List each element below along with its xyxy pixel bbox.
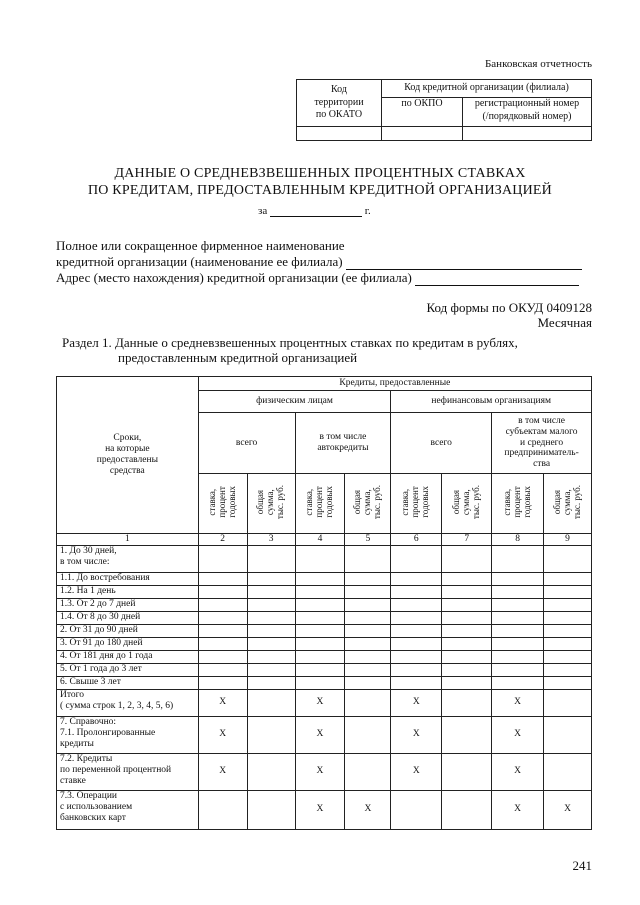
column-number: 9 <box>544 534 592 546</box>
table-cell[interactable] <box>247 572 295 585</box>
codes-table <box>296 79 592 141</box>
column-number: 8 <box>492 534 544 546</box>
table-cell[interactable] <box>544 585 592 598</box>
table-cell[interactable] <box>345 676 391 689</box>
table-cell[interactable] <box>391 650 442 663</box>
individuals-header: физическим лицам <box>198 391 391 413</box>
period-suffix: г. <box>364 205 371 217</box>
table-cell[interactable] <box>544 650 592 663</box>
table-cell[interactable] <box>492 637 544 650</box>
column-number: 2 <box>198 534 247 546</box>
row-label: 5. От 1 года до 3 лет <box>57 663 199 676</box>
period-prefix: за <box>258 205 268 217</box>
nonfinancial-header: нефинансовым организациям <box>391 391 592 413</box>
table-cell[interactable]: X <box>391 689 442 716</box>
table-cell[interactable]: X <box>345 790 391 829</box>
table-cell[interactable] <box>345 624 391 637</box>
table-cell[interactable] <box>247 689 295 716</box>
row-label: 1.1. До востребования <box>57 572 199 585</box>
table-cell[interactable] <box>391 637 442 650</box>
table-cell[interactable] <box>295 545 345 572</box>
row-label: 7.3. Операции с использованием банковских карт <box>57 790 199 829</box>
table-cell[interactable] <box>492 676 544 689</box>
org-code-header: Код кредитной организации (филиала) <box>382 80 592 98</box>
table-cell[interactable] <box>442 689 492 716</box>
form-title-line1: ДАННЫЕ О СРЕДНЕВЗВЕШЕННЫХ ПРОЦЕНТНЫХ СТАВКАХ <box>114 166 526 181</box>
okpo-header: по ОКПО <box>382 98 463 127</box>
table-cell[interactable] <box>345 689 391 716</box>
table-row <box>57 598 592 611</box>
section-title-line1: Раздел 1. Данные о средневзвешенных процентных ставках по кредитам в рублях, <box>62 335 518 350</box>
row-label: 7.2. Кредиты по переменной процентной ставке <box>57 753 199 790</box>
table-cell[interactable] <box>544 598 592 611</box>
table-row <box>57 585 592 598</box>
org-address-field[interactable] <box>415 273 579 286</box>
org-name-label-2: кредитной организации (наименование ее филиала) <box>56 254 343 269</box>
table-row <box>57 611 592 624</box>
table-row <box>57 624 592 637</box>
table-cell[interactable] <box>198 545 247 572</box>
table-cell[interactable] <box>391 598 442 611</box>
table-cell[interactable] <box>198 572 247 585</box>
table-row <box>57 689 592 716</box>
table-cell[interactable] <box>544 753 592 790</box>
table-cell[interactable]: X <box>492 790 544 829</box>
table-cell[interactable] <box>345 753 391 790</box>
row-label: 4. От 181 дня до 1 года <box>57 650 199 663</box>
table-cell[interactable] <box>391 663 442 676</box>
table-cell[interactable] <box>442 663 492 676</box>
table-cell[interactable] <box>247 676 295 689</box>
column-number: 5 <box>345 534 391 546</box>
table-cell[interactable] <box>442 637 492 650</box>
table-cell[interactable]: X <box>544 790 592 829</box>
rate-col-text: ставка, процент годовых <box>400 485 431 518</box>
table-cell[interactable]: X <box>391 716 442 753</box>
table-cell[interactable]: X <box>198 716 247 753</box>
table-cell[interactable] <box>247 663 295 676</box>
credits-header: Кредиты, предоставленные <box>198 377 591 391</box>
rate-col-header <box>295 474 345 534</box>
column-number: 3 <box>247 534 295 546</box>
table-cell[interactable] <box>198 611 247 624</box>
table-cell[interactable] <box>247 650 295 663</box>
table-cell[interactable] <box>345 585 391 598</box>
table-cell[interactable] <box>247 716 295 753</box>
reg-number-value-cell[interactable] <box>463 127 592 141</box>
table-row <box>57 545 592 572</box>
table-cell[interactable]: X <box>492 753 544 790</box>
table-row <box>57 637 592 650</box>
table-cell[interactable] <box>247 585 295 598</box>
auto-loans-header: в том числе автокредиты <box>295 413 391 474</box>
sme-header: в том числе субъектам малого и среднего предприниматель- ства <box>492 413 592 474</box>
table-cell[interactable] <box>198 663 247 676</box>
table-cell[interactable] <box>391 624 442 637</box>
table-cell[interactable] <box>345 637 391 650</box>
table-cell[interactable] <box>442 611 492 624</box>
row-label: 3. От 91 до 180 дней <box>57 637 199 650</box>
table-cell[interactable] <box>442 624 492 637</box>
form-title-line2: ПО КРЕДИТАМ, ПРЕДОСТАВЛЕННЫМ КРЕДИТНОЙ ОРГАНИЗАЦИЕЙ <box>87 183 552 198</box>
table-cell[interactable] <box>345 545 391 572</box>
row-label: 1.4. От 8 до 30 дней <box>57 611 199 624</box>
table-cell[interactable] <box>492 611 544 624</box>
table-cell[interactable] <box>492 624 544 637</box>
sum-col-header <box>442 474 492 534</box>
sum-col-text: общая сумма, тыс. руб. <box>551 484 582 519</box>
org-name-label-1: Полное или сокращенное фирменное наименование <box>56 238 345 253</box>
table-cell[interactable] <box>198 790 247 829</box>
table-cell[interactable] <box>391 676 442 689</box>
table-cell[interactable] <box>247 598 295 611</box>
table-cell[interactable] <box>198 624 247 637</box>
table-cell[interactable] <box>295 611 345 624</box>
sum-col-header <box>345 474 391 534</box>
table-cell[interactable] <box>345 716 391 753</box>
table-cell[interactable] <box>247 624 295 637</box>
table-cell[interactable] <box>442 650 492 663</box>
table-cell[interactable] <box>492 663 544 676</box>
reporting-label: Банковская отчетность <box>484 58 592 70</box>
table-cell[interactable] <box>442 716 492 753</box>
sum-col-header <box>247 474 295 534</box>
rate-col-header <box>391 474 442 534</box>
row-label: 1.2. На 1 день <box>57 585 199 598</box>
table-cell[interactable] <box>247 753 295 790</box>
table-cell[interactable] <box>492 545 544 572</box>
table-cell[interactable]: X <box>391 753 442 790</box>
org-address-row <box>56 270 592 286</box>
table-cell[interactable] <box>198 637 247 650</box>
table-cell[interactable] <box>544 637 592 650</box>
row-label: 7. Справочно: 7.1. Пролонгированные кредиты <box>57 716 199 753</box>
table-cell[interactable]: X <box>492 716 544 753</box>
table-row <box>57 663 592 676</box>
table-cell[interactable] <box>295 663 345 676</box>
okpo-value-cell[interactable] <box>382 127 463 141</box>
column-number: 4 <box>295 534 345 546</box>
table-cell[interactable] <box>391 572 442 585</box>
table-cell[interactable]: X <box>198 689 247 716</box>
table-cell[interactable] <box>295 650 345 663</box>
table-cell[interactable] <box>544 663 592 676</box>
table-cell[interactable] <box>295 585 345 598</box>
org-address-label: Адрес (место нахождения) кредитной организации (ее филиала) <box>56 270 412 285</box>
table-cell[interactable] <box>345 663 391 676</box>
table-cell[interactable] <box>442 676 492 689</box>
row-label: 1. До 30 дней, в том числе: <box>57 545 199 572</box>
column-number: 7 <box>442 534 492 546</box>
table-cell[interactable] <box>345 598 391 611</box>
table-cell[interactable] <box>544 676 592 689</box>
table-cell[interactable] <box>391 585 442 598</box>
table-cell[interactable] <box>544 689 592 716</box>
terms-header: Сроки, на которые предоставлены средства <box>57 377 199 534</box>
table-cell[interactable] <box>544 611 592 624</box>
table-cell[interactable] <box>345 572 391 585</box>
table-cell[interactable]: X <box>492 689 544 716</box>
table-cell[interactable]: X <box>198 753 247 790</box>
table-cell[interactable] <box>492 585 544 598</box>
table-cell[interactable] <box>492 598 544 611</box>
table-cell[interactable] <box>295 637 345 650</box>
table-cell[interactable] <box>544 545 592 572</box>
table-cell[interactable]: X <box>295 790 345 829</box>
table-cell[interactable] <box>492 572 544 585</box>
table-cell[interactable] <box>247 611 295 624</box>
org-name-field[interactable] <box>346 257 582 270</box>
row-label: Итого ( сумма строк 1, 2, 3, 4, 5, 6) <box>57 689 199 716</box>
rate-col-text: ставка, процент годовых <box>304 485 334 518</box>
table-cell[interactable] <box>198 650 247 663</box>
individuals-total-header: всего <box>198 413 295 474</box>
okato-code-header: Код территории по ОКАТО <box>297 80 382 127</box>
table-cell[interactable] <box>442 545 492 572</box>
table-cell[interactable] <box>247 790 295 829</box>
table-cell[interactable] <box>198 585 247 598</box>
sum-col-text: общая сумма, тыс. руб. <box>352 484 382 519</box>
reg-number-header: регистрационный номер (/порядковый номер) <box>463 98 592 127</box>
table-row <box>57 716 592 753</box>
table-cell[interactable] <box>247 637 295 650</box>
table-row <box>57 572 592 585</box>
sum-col-header <box>544 474 592 534</box>
table-cell[interactable] <box>544 624 592 637</box>
table-cell[interactable] <box>345 650 391 663</box>
table-cell[interactable] <box>295 676 345 689</box>
row-label: 2. От 31 до 90 дней <box>57 624 199 637</box>
rate-col-header <box>198 474 247 534</box>
period-field[interactable] <box>270 204 362 217</box>
org-name-row <box>56 254 592 270</box>
okato-value-cell[interactable] <box>297 127 382 141</box>
section-title-line2: предоставленным кредитной организацией <box>118 350 358 365</box>
rate-col-text: ставка, процент годовых <box>206 485 237 518</box>
table-cell[interactable] <box>295 598 345 611</box>
table-cell[interactable]: X <box>295 753 345 790</box>
table-cell[interactable] <box>295 572 345 585</box>
period-row <box>258 204 371 217</box>
table-row <box>57 676 592 689</box>
row-label: 6. Свыше 3 лет <box>57 676 199 689</box>
table-cell[interactable] <box>442 790 492 829</box>
table-row <box>57 650 592 663</box>
page-number: 241 <box>572 858 592 873</box>
column-number: 1 <box>57 534 199 546</box>
table-cell[interactable] <box>442 598 492 611</box>
table-cell[interactable] <box>391 611 442 624</box>
table-cell[interactable] <box>492 650 544 663</box>
table-cell[interactable] <box>345 611 391 624</box>
table-cell[interactable] <box>295 624 345 637</box>
table-cell[interactable]: X <box>295 689 345 716</box>
nonfinancial-total-header: всего <box>391 413 492 474</box>
table-cell[interactable] <box>391 790 442 829</box>
rate-col-header <box>492 474 544 534</box>
row-label: 1.3. От 2 до 7 дней <box>57 598 199 611</box>
rates-table <box>56 376 592 830</box>
table-cell[interactable] <box>544 716 592 753</box>
rate-col-text: ставка, процент годовых <box>501 485 532 518</box>
table-cell[interactable] <box>247 545 295 572</box>
table-row <box>57 753 592 790</box>
form-code: Код формы по ОКУД 0409128 <box>426 300 592 315</box>
table-cell[interactable]: X <box>295 716 345 753</box>
sum-col-text: общая сумма, тыс. руб. <box>255 484 285 519</box>
table-cell[interactable] <box>198 598 247 611</box>
table-cell[interactable] <box>544 572 592 585</box>
column-number: 6 <box>391 534 442 546</box>
table-cell[interactable] <box>442 572 492 585</box>
table-cell[interactable] <box>442 585 492 598</box>
table-row <box>57 790 592 829</box>
table-cell[interactable] <box>391 545 442 572</box>
form-frequency: Месячная <box>537 315 592 330</box>
table-cell[interactable] <box>198 676 247 689</box>
sum-col-text: общая сумма, тыс. руб. <box>450 484 481 519</box>
table-cell[interactable] <box>442 753 492 790</box>
column-numbers-row <box>57 534 592 546</box>
